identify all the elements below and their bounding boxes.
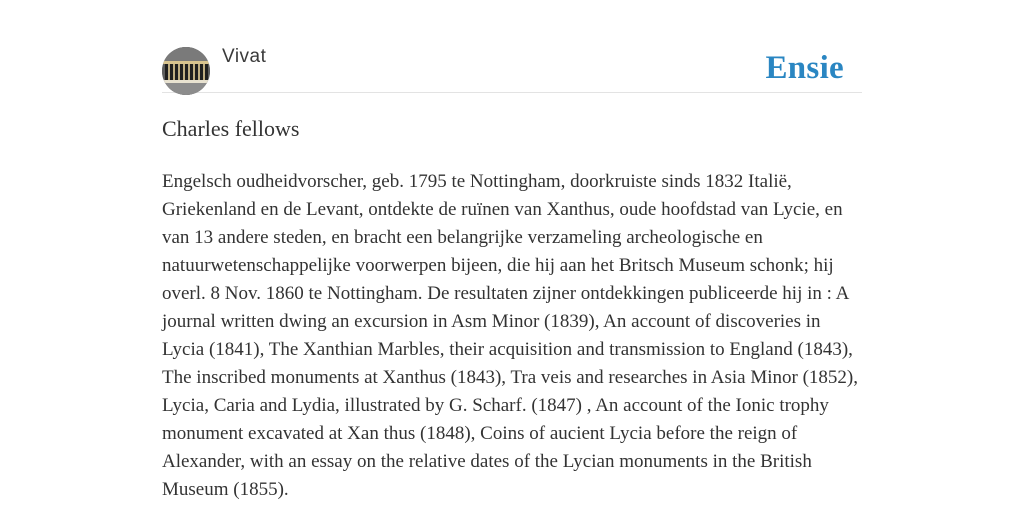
book-spines-icon	[162, 47, 210, 95]
page	[162, 0, 862, 512]
article-body: Engelsch oudheidvorscher, geb. 1795 te Nottingham, doorkruiste sinds 1832 Italië, Griekenland en de Levant, ontdekte de ruïnen van Xanthus, oude hoofdstad van Lycie, en van 13 andere steden, en bracht een belangrijke verzameling archeologische en natuurwetenschappelijke voorwerpen bijeen, die hij aan het Britsch Museum schonk; hij overl. 8 Nov. 1860 te Nottingham. De resultaten zijner ontdekkingen publiceerde hij in : A journal written dwing an excursion in Asm Minor (1839), An account of discoveries in Lycia (1841), The Xanthian Marbles, their acquisition and transmission to England (1843), The inscribed monuments at Xanthus (1843), Tra veis and researches in Asia Minor (1852), Lycia, Caria and Lydia, illustrated by G. Scharf. (1847) , An account of the Ionic trophy monument excavated at Xan thus (1848), Coins of aucient Lycia before the reign of Alexander, with an essay on the relative dates of the Lycian monuments in the British Museum (1855).	[162, 171, 859, 500]
header	[162, 0, 862, 93]
site-name[interactable]: Vivat	[222, 46, 267, 67]
page-title: Charles fellows	[162, 116, 300, 141]
brand-logo[interactable]: Ensie	[765, 50, 844, 86]
avatar[interactable]	[162, 47, 210, 95]
